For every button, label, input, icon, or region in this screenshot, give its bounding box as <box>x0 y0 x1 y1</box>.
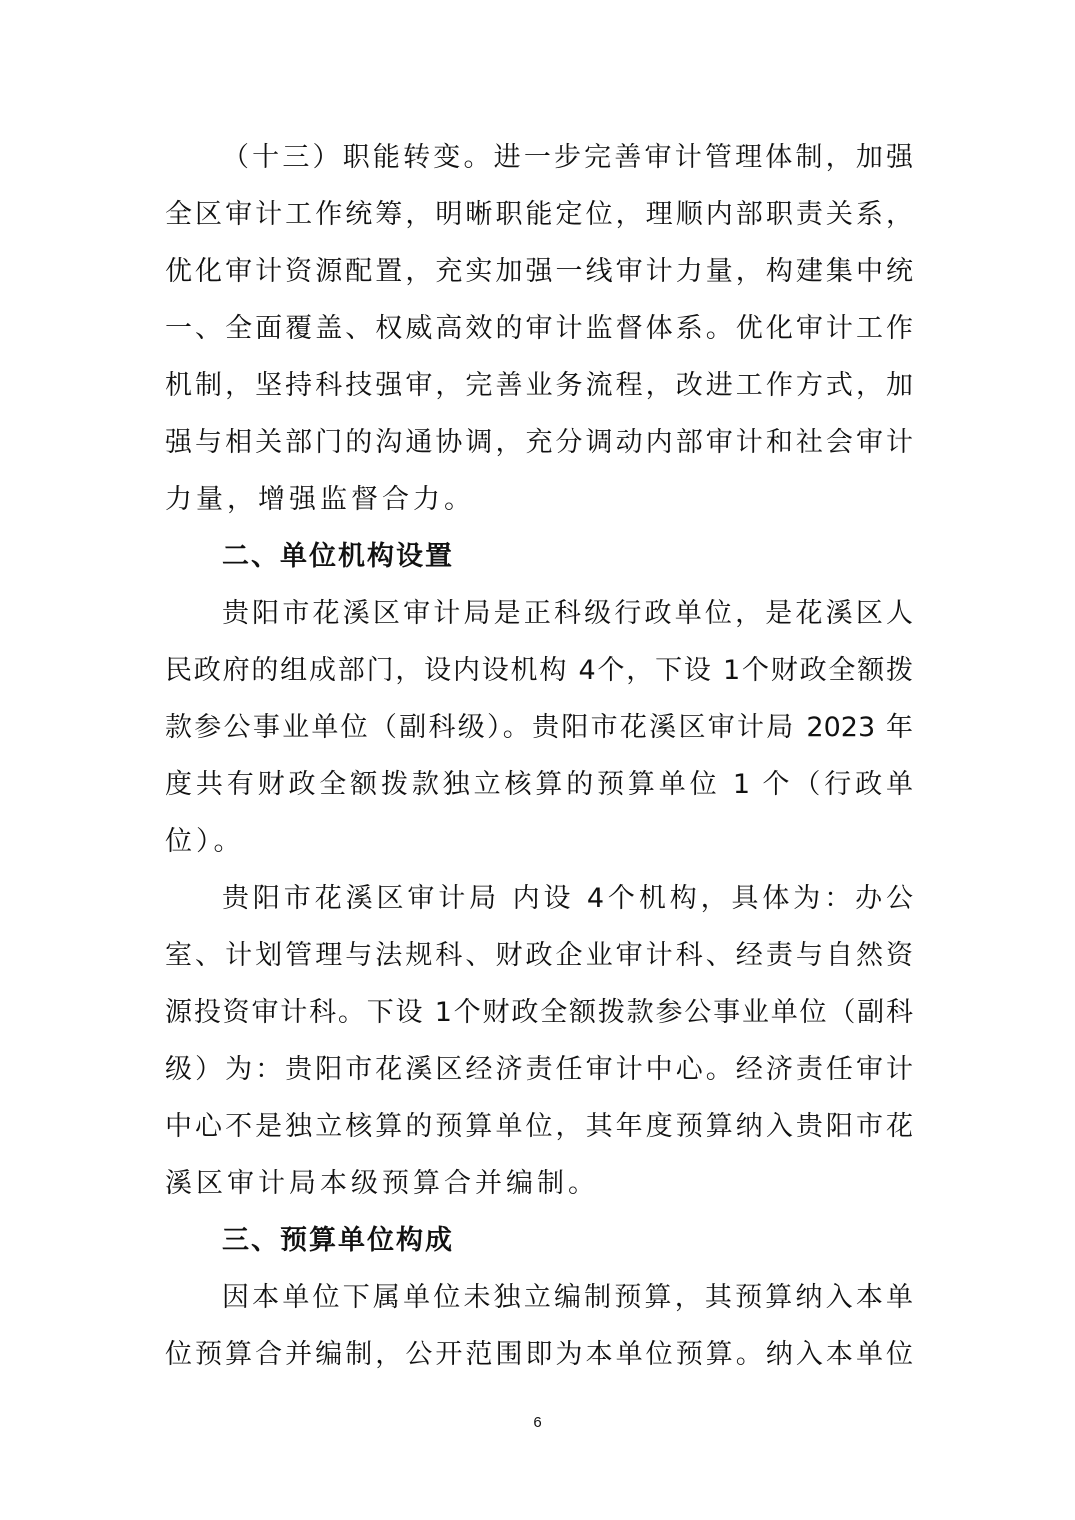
paragraph-line: 一、全面覆盖、权威高效的审计监督体系。优化审计工作 <box>165 313 913 344</box>
paragraph-line: 位）。 <box>165 826 245 857</box>
paragraph-line: 贵阳市花溪区审计局 内设 4个机构，具体为：办公 <box>222 883 913 914</box>
paragraph-line: 款参公事业单位（副科级）。贵阳市花溪区审计局 2023 年 <box>165 712 913 743</box>
section-heading: 二、单位机构设置 <box>222 541 454 572</box>
paragraph-line: 级）为：贵阳市花溪区经济责任审计中心。经济责任审计 <box>165 1054 913 1085</box>
paragraph-line: 优化审计资源配置，充实加强一线审计力量，构建集中统 <box>165 256 913 287</box>
paragraph-line: （十三）职能转变。进一步完善审计管理体制，加强 <box>222 142 913 173</box>
paragraph-line: 室、计划管理与法规科、财政企业审计科、经责与自然资 <box>165 940 913 971</box>
paragraph-line: 贵阳市花溪区审计局是正科级行政单位，是花溪区人 <box>222 598 913 629</box>
paragraph-line: 中心不是独立核算的预算单位，其年度预算纳入贵阳市花 <box>165 1111 913 1142</box>
paragraph-line: 力量，增强监督合力。 <box>165 484 475 515</box>
paragraph-line: 机制，坚持科技强审，完善业务流程，改进工作方式，加 <box>165 370 913 401</box>
paragraph-line: 度共有财政全额拨款独立核算的预算单位 1 个（行政单 <box>165 769 913 800</box>
paragraph-line: 强与相关部门的沟通协调，充分调动内部审计和社会审计 <box>165 427 913 458</box>
paragraph-line: 因本单位下属单位未独立编制预算，其预算纳入本单 <box>222 1282 913 1313</box>
paragraph-line: 溪区审计局本级预算合并编制。 <box>165 1168 599 1199</box>
paragraph-line: 民政府的组成部门，设内设机构 4个，下设 1个财政全额拨 <box>165 655 913 686</box>
section-heading: 三、预算单位构成 <box>222 1225 454 1256</box>
page-number: 6 <box>533 1414 542 1431</box>
paragraph-line: 全区审计工作统筹，明晰职能定位，理顺内部职责关系， <box>165 199 913 230</box>
paragraph-line: 位预算合并编制，公开范围即为本单位预算。纳入本单位 <box>165 1339 913 1370</box>
paragraph-line: 源投资审计科。下设 1个财政全额拨款参公事业单位（副科 <box>165 997 913 1028</box>
